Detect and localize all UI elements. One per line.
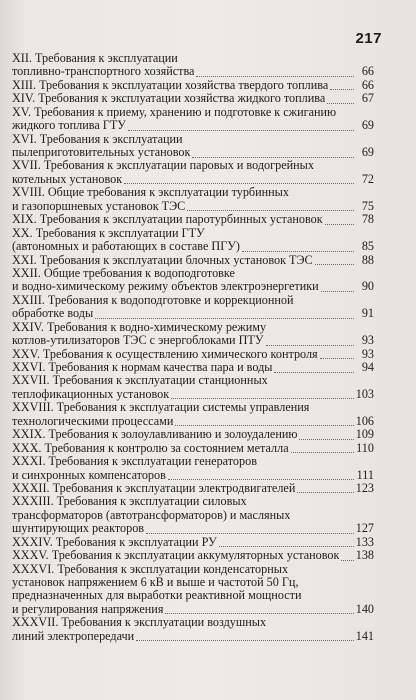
dot-leader <box>175 425 353 426</box>
toc-line <box>12 415 374 428</box>
toc-entry <box>12 401 374 428</box>
toc-entry-title-continued: и синхронных компенсаторов <box>12 468 166 482</box>
toc-entry-title: XV. Требования к приему, хранению и подготовке к сжиганию <box>12 105 337 119</box>
toc-line <box>12 482 374 495</box>
toc-entry-title: XXXIV. Требования к эксплуатации РУ <box>12 535 217 549</box>
dot-leader <box>192 157 354 158</box>
toc-entry-title: XXIV. Требования к водно-химическому режиму <box>12 320 267 334</box>
toc-page-number: 111 <box>356 467 374 482</box>
toc-entry-title-continued: шунтирующих реакторов <box>12 522 145 536</box>
dot-leader <box>95 318 354 319</box>
toc-line <box>12 522 374 535</box>
toc-entry <box>12 213 374 226</box>
dot-leader <box>266 345 355 346</box>
toc-entry-title: XIX. Требования к эксплуатации паротурбинных установок <box>12 213 323 227</box>
toc-line <box>12 509 374 522</box>
toc-entry <box>12 348 374 361</box>
toc-entry-title: XXVIII. Требования к эксплуатации системы управления <box>12 401 310 415</box>
toc-line <box>12 106 374 119</box>
toc-line <box>12 563 374 576</box>
toc-page-number: 85 <box>361 239 374 254</box>
toc-line <box>12 52 374 65</box>
toc-entry <box>12 92 374 105</box>
toc-entry-title-continued: пылеприготовительных установок <box>12 146 191 160</box>
toc-page-number: 141 <box>355 628 374 643</box>
toc-entry-title: XVIII. Общие требования к эксплуатации турбинных <box>12 186 289 200</box>
toc-entry-title: XVI. Требования к эксплуатации <box>12 132 183 146</box>
toc-entry <box>12 133 374 160</box>
toc-entry <box>12 428 374 441</box>
dot-leader <box>196 76 354 77</box>
dot-leader <box>128 130 354 131</box>
toc-line <box>12 590 374 603</box>
dot-leader <box>242 251 354 252</box>
toc-entry-title: XXXII. Требования к эксплуатации электродвигателей <box>12 481 296 495</box>
toc-line <box>12 576 374 589</box>
toc-entry <box>12 482 374 495</box>
toc-entry-title-continued: котлов-утилизаторов ТЭС с энергоблоками ПТУ <box>12 334 264 348</box>
toc-entry <box>12 106 374 133</box>
toc-entry-title-continued: трансформаторов (автотрансформаторов) и масляных <box>12 508 291 522</box>
dot-leader <box>165 613 353 614</box>
toc-entry <box>12 536 374 549</box>
toc-line <box>12 280 374 293</box>
toc-line <box>12 254 374 267</box>
dot-leader <box>124 183 354 184</box>
toc-page-number: 66 <box>361 77 374 92</box>
toc-line <box>12 92 374 105</box>
toc-entry <box>12 160 374 187</box>
toc-line <box>12 616 374 629</box>
toc-entry-title-continued: и водно-химическому режиму объектов электроэнергетики <box>12 280 319 294</box>
dot-leader <box>330 89 354 90</box>
toc-line <box>12 267 374 280</box>
toc-entry-title: XXXIII. Требования к эксплуатации силовых <box>12 495 247 509</box>
toc-line <box>12 186 374 199</box>
toc-page-number: 106 <box>355 413 374 428</box>
toc-page-number: 90 <box>361 279 374 294</box>
toc-entry <box>12 616 374 643</box>
toc-line <box>12 603 374 616</box>
toc-page-number: 78 <box>361 212 374 227</box>
toc-line <box>12 348 374 361</box>
toc-entry <box>12 321 374 348</box>
page-number: 217 <box>355 30 382 47</box>
toc-page-number: 133 <box>355 534 374 549</box>
toc-page-number: 109 <box>355 427 374 442</box>
toc-entry-title: XXXVI. Требования к эксплуатации конденсаторных <box>12 562 289 576</box>
toc-entry <box>12 227 374 254</box>
toc-line <box>12 375 374 388</box>
toc-entry-title: XX. Требования к эксплуатации ГТУ <box>12 226 205 240</box>
toc-page-number: 75 <box>361 198 374 213</box>
toc-page-number: 66 <box>361 64 374 79</box>
dot-leader <box>341 560 353 561</box>
dot-leader <box>274 372 354 373</box>
toc-entry-title: XXXVII. Требования к эксплуатации воздушных <box>12 616 267 630</box>
toc-line <box>12 334 374 347</box>
toc-entry-title-continued: обработке воды <box>12 307 94 321</box>
toc-entry <box>12 549 374 562</box>
toc-line <box>12 321 374 334</box>
toc-entry <box>12 294 374 321</box>
toc-line <box>12 630 374 643</box>
toc-page-number: 103 <box>355 386 374 401</box>
dot-leader <box>171 398 354 399</box>
toc-line <box>12 455 374 468</box>
toc-entry <box>12 267 374 294</box>
toc-entry <box>12 254 374 267</box>
toc-line <box>12 213 374 226</box>
toc-entry-title-continued: котельных установок <box>12 172 123 186</box>
toc-line <box>12 200 374 213</box>
toc-page-number: 69 <box>361 118 374 133</box>
toc-line <box>12 240 374 253</box>
dot-leader <box>146 533 354 534</box>
toc-line <box>12 146 374 159</box>
dot-leader <box>168 479 354 480</box>
toc-entry-title: XXIX. Требования к золоулавливанию и золоудалению <box>12 428 298 442</box>
toc-entry-title-continued: топливно-транспортного хозяйства <box>12 65 195 79</box>
toc-entry-title-continued: предназначенных для выработки реактивной мощности <box>12 589 302 603</box>
toc-page-number: 93 <box>361 333 374 348</box>
toc-entry-title-continued: и регулирования напряжения <box>12 602 164 616</box>
toc-entry-title: XIII. Требования к эксплуатации хозяйства твердого топлива <box>12 78 329 92</box>
toc-page-number: 140 <box>355 601 374 616</box>
toc-entry-title: XXII. Общие требования к водоподготовке <box>12 266 235 280</box>
toc-page-number: 91 <box>361 306 374 321</box>
toc-page-number: 93 <box>361 346 374 361</box>
dot-leader <box>219 546 354 547</box>
toc-line <box>12 428 374 441</box>
toc-entry-title: XXI. Требования к эксплуатации блочных установок ТЭС <box>12 253 313 267</box>
toc-entry <box>12 361 374 374</box>
toc-entry <box>12 79 374 92</box>
toc-entry-title: XIV. Требования к эксплуатации хозяйства жидкого топлива <box>12 92 326 106</box>
toc-entry-title-continued: (автономных и работающих в составе ПГУ) <box>12 240 240 254</box>
toc-page-number: 88 <box>361 252 374 267</box>
toc-line <box>12 294 374 307</box>
toc-line <box>12 227 374 240</box>
dot-leader <box>187 210 354 211</box>
toc-line <box>12 469 374 482</box>
toc-line <box>12 549 374 562</box>
toc-entry-title: XXVI. Требования к нормам качества пара и воды <box>12 361 273 375</box>
toc-page-number: 110 <box>356 440 374 455</box>
toc-entry <box>12 375 374 402</box>
toc-entry-title: XXX. Требования к контролю за состоянием металла <box>12 441 289 455</box>
toc-entry-title-continued: теплофикационных установок <box>12 387 170 401</box>
toc-line <box>12 307 374 320</box>
toc-entry <box>12 563 374 617</box>
toc-entry-title: XXXI. Требования к эксплуатации генераторов <box>12 455 257 469</box>
toc-entry-title: XXV. Требования к осуществлению химического контроля <box>12 347 318 361</box>
toc-line <box>12 160 374 173</box>
toc-entry-title: XXVII. Требования к эксплуатации станционных <box>12 374 268 388</box>
table-of-contents <box>12 52 374 643</box>
dot-leader <box>291 452 354 453</box>
toc-entry-title: XXIII. Требования к водоподготовке и коррекционной <box>12 293 294 307</box>
toc-line <box>12 401 374 414</box>
toc-entry <box>12 495 374 535</box>
toc-page-number: 94 <box>361 360 374 375</box>
toc-line <box>12 133 374 146</box>
toc-line <box>12 65 374 78</box>
toc-line <box>12 388 374 401</box>
toc-page-number: 72 <box>361 171 374 186</box>
toc-page-number: 123 <box>355 480 374 495</box>
toc-entry-title-continued: жидкого топлива ГТУ <box>12 119 126 133</box>
toc-line <box>12 79 374 92</box>
toc-entry-title: XXXV. Требования к эксплуатации аккумуляторных установок <box>12 549 340 563</box>
toc-page-number: 67 <box>361 91 374 106</box>
toc-line <box>12 361 374 374</box>
toc-line <box>12 173 374 186</box>
toc-page-number: 127 <box>355 521 374 536</box>
toc-page-number: 69 <box>361 145 374 160</box>
dot-leader <box>297 492 353 493</box>
dot-leader <box>327 103 354 104</box>
toc-entry-title: XVII. Требования к эксплуатации паровых и водогрейных <box>12 159 314 173</box>
toc-line <box>12 536 374 549</box>
toc-line <box>12 495 374 508</box>
toc-entry <box>12 455 374 482</box>
dot-leader <box>320 358 354 359</box>
dot-leader <box>325 224 354 225</box>
dot-leader <box>299 439 353 440</box>
toc-entry-title-continued: и газопоршневых установок ТЭС <box>12 199 186 213</box>
dot-leader <box>136 640 354 641</box>
toc-entry-title-continued: технологическими процессами <box>12 414 174 428</box>
toc-entry-title: XII. Требования к эксплуатации <box>12 51 178 65</box>
toc-entry-title-continued: установок напряжением 6 кВ и выше и частотой 50 Гц, <box>12 576 299 590</box>
toc-entry <box>12 442 374 455</box>
toc-entry <box>12 186 374 213</box>
toc-page-number: 138 <box>355 548 374 563</box>
dot-leader <box>315 264 354 265</box>
dot-leader <box>321 291 354 292</box>
toc-entry <box>12 52 374 79</box>
toc-line <box>12 442 374 455</box>
toc-entry-title-continued: линий электропередачи <box>12 629 135 643</box>
toc-line <box>12 119 374 132</box>
